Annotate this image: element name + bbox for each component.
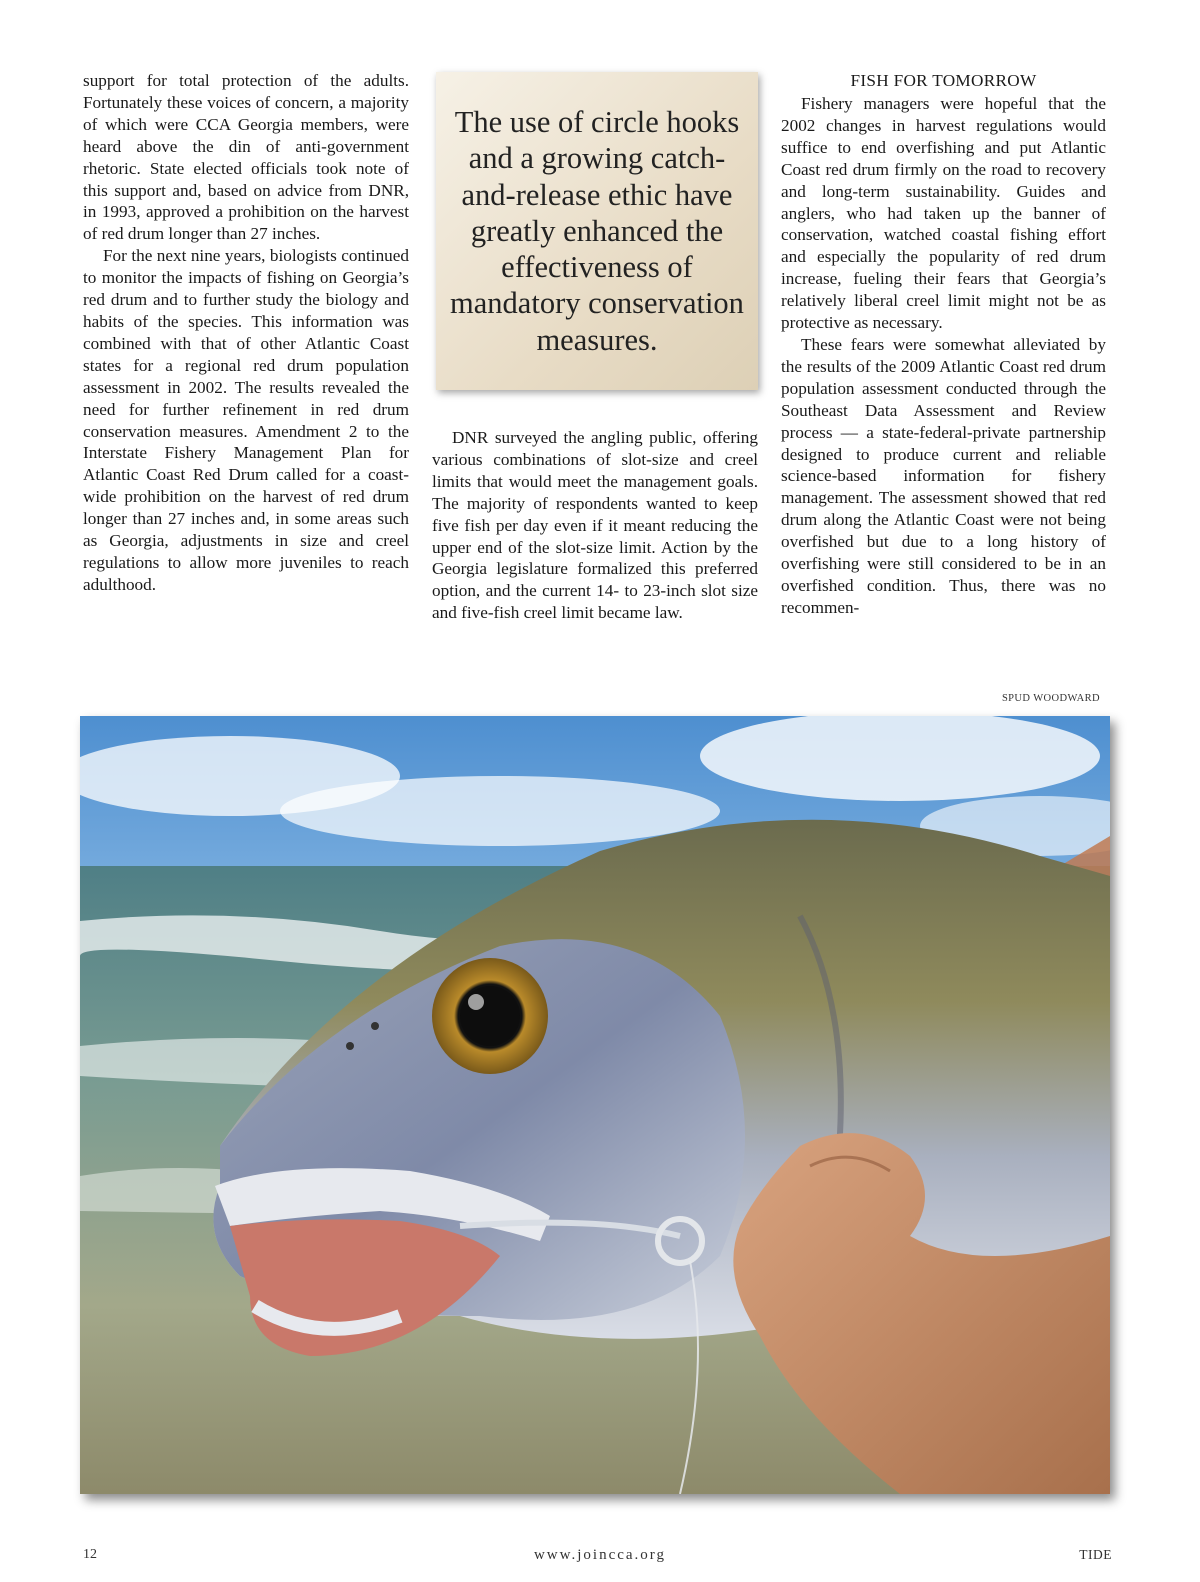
paragraph: support for total protection of the adults. Fortunately these voices of concern, a majority of which were CCA Georgia members, were heard above the din of anti-government rhetoric. State elected officials took note of this support and, based on advice from DNR, in 1993, approved a prohibition on the harvest of red drum longer than 27 inches. <box>83 71 409 244</box>
paragraph: Fishery managers were hopeful that the 2002 changes in harvest regulations would suffice to end overfishing and put Atlantic Coast red drum firmly on the road to recovery and long-term sustainability. Guides and anglers, who had taken up the banner of conservation, watched coastal fishing effort and especially the popularity of red drum increase, fueling their fears that Georgia’s relatively liberal creel limit might not be as protective as necessary. <box>781 94 1106 333</box>
paragraph: These fears were somewhat alleviated by the results of the 2009 Atlantic Coast red drum population assessment conducted through the Southeast Data Assessment and Review process — a state-federal-private partnership designed to produce current and reliable science-based information for fishery management. The assessment showed that red drum along the Atlantic Coast were not being overfished but due to a long history of overfishing were still considered to be in an overfished condition. Thus, there was no recommen- <box>781 334 1106 617</box>
red-drum-photo <box>80 716 1110 1494</box>
magazine-name: TIDE <box>1079 1547 1112 1562</box>
pull-quote-text: The use of circle hooks and a growing catch-and-release ethic have greatly enhanced the effectiveness of mandatory conservation measures. <box>450 104 744 357</box>
article-column-2 <box>432 427 758 624</box>
paragraph: For the next nine years, biologists continued to monitor the impacts of fishing on Georgia’s red drum and to further study the biology and habits of the species. This information was combined with that of other Atlantic Coast states for a regional red drum population assessment in 2002. The results revealed the need for further refinement in red drum conservation measures. Amendment 2 to the Interstate Fishery Management Plan for Atlantic Coast Red Drum called for a coast-wide prohibition on the harvest of red drum longer than 27 inches and, in some areas such as Georgia, adjustments in size and creel regulations to allow more juveniles to reach adulthood. <box>83 246 409 594</box>
article-column-1 <box>83 70 409 596</box>
pull-quote-box <box>436 72 758 390</box>
section-heading: FISH FOR TOMORROW <box>850 71 1037 90</box>
photo-credit: SPUD WOODWARD <box>1001 693 1100 704</box>
paragraph: DNR surveyed the angling public, offering various combinations of slot-size and creel limits that would meet the management goals. The majority of respondents wanted to keep five fish per day even if it meant reducing the upper end of the slot-size limit. Action by the Georgia legislature formalized this preferred option, and the current 14- to 23-inch slot size and five-fish creel limit became law. <box>432 428 758 623</box>
article-column-3 <box>781 70 1106 619</box>
website-link[interactable]: www.joincca.org <box>533 1547 667 1563</box>
fish-photo-illustration <box>80 716 1110 1494</box>
page-number: 12 <box>83 1547 97 1562</box>
